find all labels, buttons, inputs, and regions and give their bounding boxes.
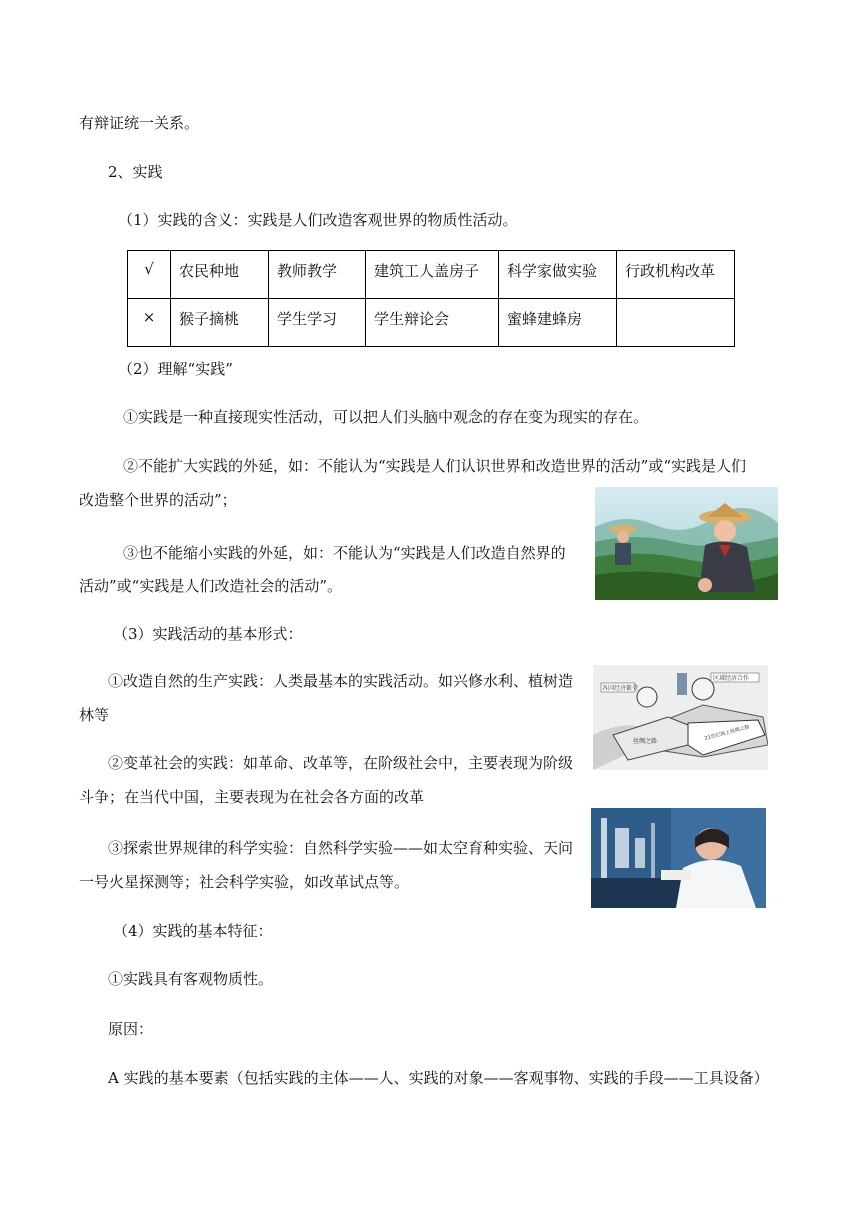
paragraph-line: 有辩证统一关系。 (79, 114, 200, 132)
table-cell: 猴子摘桃 (171, 299, 269, 347)
paragraph-line: ③也不能缩小实践的外延，如：不能认为“实践是人们改造自然界的 (123, 544, 566, 562)
paragraph-line: ①实践是一种直接现实性活动，可以把人们头脑中观念的存在变为现实的存在。 (123, 408, 649, 426)
table-cell: 蜜蜂建蜂房 (499, 299, 617, 347)
paragraph-line: ③探索世界规律的科学实验：自然科学实验——如太空育种实验、天问 (108, 839, 574, 857)
table-cell (617, 299, 735, 347)
table-cell: 建筑工人盖房子 (366, 251, 499, 299)
paragraph-line: ①实践具有客观物质性。 (108, 970, 274, 988)
table-cell: × (128, 299, 171, 347)
paragraph-line: （2）理解“实践” (118, 360, 233, 378)
cartoon-ship-label: 21世纪海上丝绸之路 (703, 724, 751, 742)
paragraph-line: 林等 (79, 706, 110, 724)
table-cell: √ (128, 251, 171, 299)
tea-farmers-photo (595, 487, 778, 600)
paragraph-line: （4）实践的基本特征： (113, 922, 273, 940)
table-cell: 农民种地 (171, 251, 269, 299)
cartoon-sign-left: 各国经济繁荣 (602, 685, 639, 692)
paragraph-line: ①改造自然的生产实践：人类最基本的实践活动。如兴修水利、植树造 (108, 672, 574, 690)
lab-scientist-photo (591, 808, 766, 908)
table-cell: 教师教学 (269, 251, 366, 299)
table-row (128, 299, 735, 347)
table-row (128, 251, 735, 299)
paragraph-line: 斗争；在当代中国，主要表现为在社会各方面的改革 (79, 788, 425, 806)
paragraph-line: 活动”或“实践是人们改造社会的活动”。 (79, 577, 343, 595)
table-cell: 学生学习 (269, 299, 366, 347)
paragraph-line: 一号火星探测等；社会科学实验，如改革试点等。 (79, 873, 410, 891)
paragraph-line: A 实践的基本要素（包括实践的主体——人、实践的对象——客观事物、实践的手段——工具设备） (108, 1069, 769, 1087)
table-cell: 行政机构改革 (617, 251, 735, 299)
paragraph-line: ②不能扩大实践的外延，如：不能认为“实践是人们认识世界和改造世界的活动”或“实践是人们 (123, 457, 747, 475)
table-cell: 学生辩论会 (366, 299, 499, 347)
paragraph-line: （1）实践的含义：实践是人们改造客观世界的物质性活动。 (118, 211, 518, 229)
paragraph-line: 改造整个世界的活动”； (79, 491, 237, 509)
cartoon-train-label: 丝绸之路 (633, 738, 658, 745)
paragraph-line: （3）实践活动的基本形式： (113, 625, 303, 643)
belt-and-road-cartoon (593, 665, 768, 770)
cartoon-sign-right: 区域经济合作 (713, 675, 750, 682)
paragraph-line: ②变革社会的实践：如革命、改革等，在阶级社会中，主要表现为阶级 (108, 754, 574, 772)
table-cell: 科学家做实验 (499, 251, 617, 299)
section-heading: 2、实践 (108, 163, 163, 181)
practice-comparison-table (127, 250, 735, 347)
paragraph-line: 原因： (108, 1020, 154, 1038)
